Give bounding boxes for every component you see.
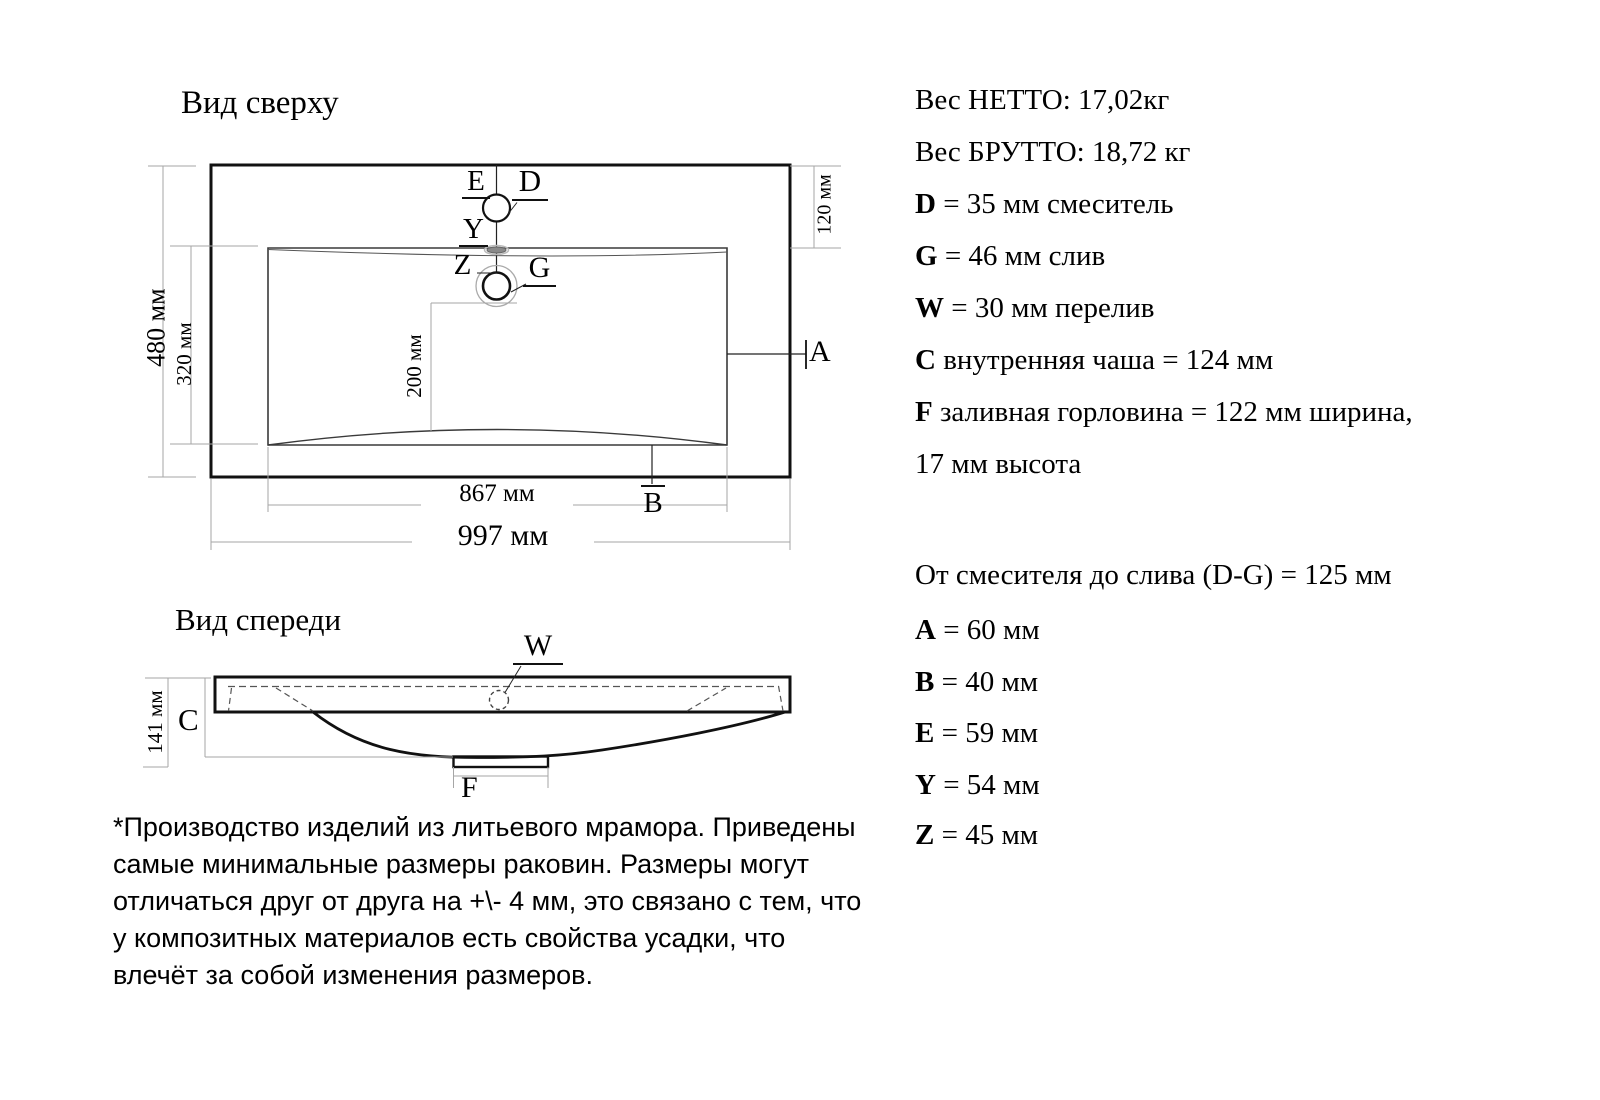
spec-key: G [915, 240, 938, 272]
dim-320-text: 320 мм [171, 322, 196, 386]
spec-net-weight: Вес НЕТТО: 17,02кг [915, 84, 1170, 116]
label-c: C [178, 702, 199, 737]
front-view-bowl-curve [313, 712, 785, 758]
label-y: Y [459, 214, 488, 247]
dim-120-text: 120 мм [813, 174, 836, 235]
spec-gross-weight: Вес БРУТТО: 18,72 кг [915, 136, 1191, 168]
spec-mixer-to-drain: От смесителя до слива (D-G) = 125 мм [915, 559, 1392, 591]
spec-c-bowl: C внутренняя чаша = 124 мм [915, 344, 1274, 376]
spec-key: W [915, 292, 944, 324]
spec-e: E = 59 мм [915, 717, 1039, 749]
top-view-title: Вид сверху [181, 85, 339, 121]
spec-key: F [915, 396, 933, 428]
overflow-slot [487, 247, 506, 253]
spec-key: Y [915, 769, 936, 801]
spec-w-overflow: W = 30 мм перелив [915, 292, 1155, 324]
footnote-line-4: у композитных материалов есть свойства усадки, что [113, 923, 786, 953]
spec-z: Z = 45 мм [915, 819, 1039, 851]
dim-480-text: 480 мм [141, 288, 171, 367]
dim-200-text: 200 мм [401, 334, 426, 398]
label-g: G [523, 252, 556, 287]
spec-key: E [915, 717, 935, 749]
spec-y: Y = 54 мм [915, 769, 1040, 801]
footnote-line-1: *Производство изделий из литьевого мрамора. Приведены [113, 812, 856, 842]
front-view-rim [215, 677, 790, 712]
spec-key: C [915, 344, 936, 376]
spec-key: D [915, 188, 936, 220]
footnote-line-5: влечёт за собой изменения размеров. [113, 960, 593, 990]
footnote-line-3: отличаться друг от друга на +\- 4 мм, это связано с тем, что [113, 886, 862, 916]
label-e: E [462, 166, 490, 199]
spec-f-neck-height: 17 мм высота [915, 448, 1082, 480]
front-view-title: Вид спереди [175, 602, 342, 637]
label-w: W [513, 630, 563, 665]
spec-key: Z [915, 819, 935, 851]
dim-997-text: 997 мм [412, 520, 594, 552]
spec-key: B [915, 666, 935, 698]
spec-d-mixer: D = 35 мм смеситель [915, 188, 1174, 220]
spec-f-neck: F заливная горловина = 122 мм ширина, [915, 396, 1413, 428]
dim-867-text: 867 мм [421, 481, 573, 507]
dim-141-text: 141 мм [142, 690, 167, 754]
spec-b: B = 40 мм [915, 666, 1039, 698]
label-z: Z [453, 249, 472, 281]
spec-key: A [915, 614, 936, 646]
spec-a: A = 60 мм [915, 614, 1040, 646]
drain-hole [483, 273, 510, 300]
spec-g-drain: G = 46 мм слив [915, 240, 1106, 272]
label-a: A [809, 335, 831, 368]
front-view-drawing [143, 666, 790, 788]
label-f: F [461, 771, 478, 804]
footnote-line-2: самые минимальные размеры раковин. Размеры могут [113, 849, 809, 879]
label-b: B [641, 485, 665, 518]
label-d: D [512, 165, 548, 201]
